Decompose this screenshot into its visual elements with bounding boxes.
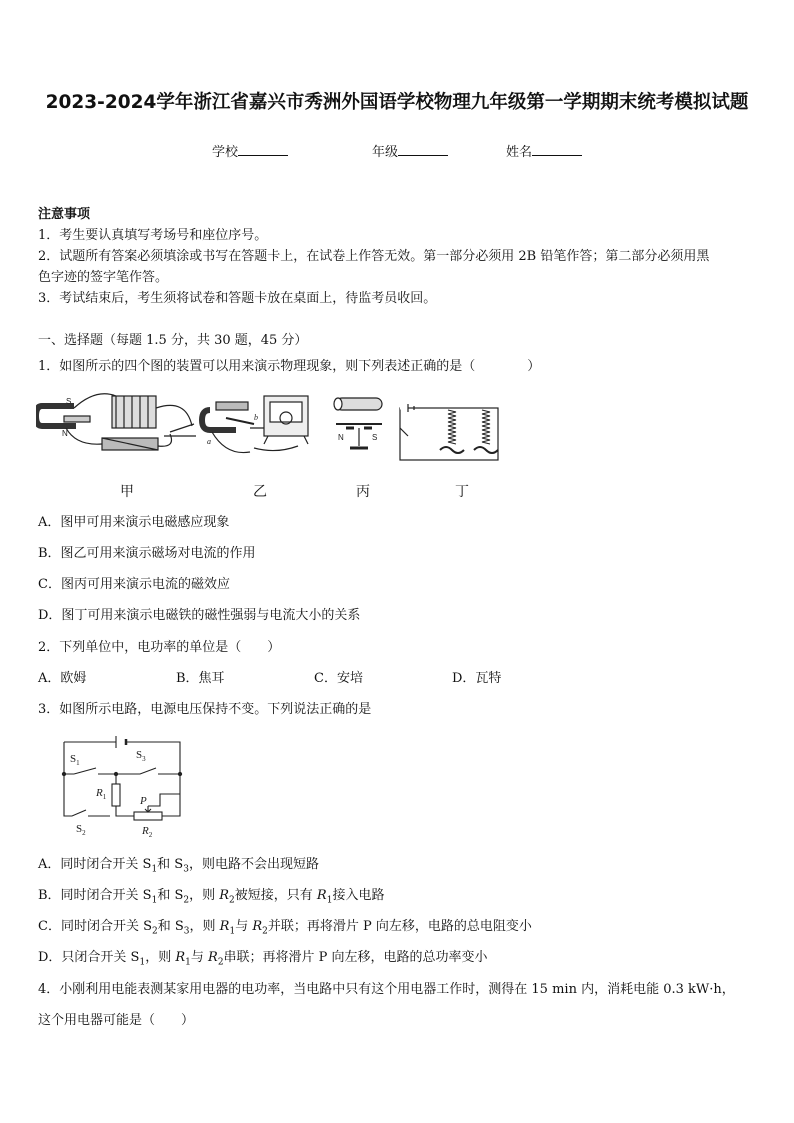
q3-label-s2: $S_2$ xyxy=(76,823,86,837)
school-label: 学校 xyxy=(212,145,239,160)
q3-label-s1: $S_1$ xyxy=(70,753,80,767)
notice-item-2-cont: 色字迹的签字笔作答。 xyxy=(38,270,169,285)
fig-label-ding: 丁 xyxy=(455,484,469,500)
q1-option-b: B．图乙可用来演示磁场对电流的作用 xyxy=(38,546,256,561)
school-field xyxy=(212,141,288,160)
figure-yi-drawing xyxy=(202,396,308,453)
grade-field xyxy=(372,141,448,160)
q2-option-b: B．焦耳 xyxy=(176,671,225,686)
notice-item-2: 2．试题所有答案必须填涂或书写在答题卡上，在试卷上作答无效。第一部分必须用 2B 铅笔作答；第二部分必须用黑 xyxy=(38,249,710,264)
q3-option-a: A．同时闭合开关 $S_1$和 $S_3$，则电路不会出现短路 xyxy=(38,857,319,875)
q1-option-a: A．图甲可用来演示电磁感应现象 xyxy=(38,515,230,530)
q3-circuit-diagram xyxy=(60,730,200,842)
q3-label-r2: $R_2$ xyxy=(142,825,153,839)
q4-stem-line2: 这个用电器可能是（ ） xyxy=(38,1013,195,1028)
notice-item-1: 1．考生要认真填写考场号和座位序号。 xyxy=(38,228,268,243)
q1-option-c: C．图丙可用来演示电流的磁效应 xyxy=(38,577,230,592)
q2-option-c: C．安培 xyxy=(314,671,363,686)
q3-option-d: D．只闭合开关 $S_1$，则 $R_1$与 $R_2$串联；再将滑片 P 向左移，电路的总功率变小 xyxy=(38,950,488,968)
figure-ding-drawing xyxy=(400,404,498,460)
jia-label-s: S xyxy=(66,397,72,406)
q3-label-p: P xyxy=(140,795,147,807)
q3-stem: 3．如图所示电路，电源电压保持不变。下列说法正确的是 xyxy=(38,702,372,717)
section-heading: 一、选择题（每题 1.5 分，共 30 题，45 分） xyxy=(38,333,308,348)
notice-heading: 注意事项 xyxy=(38,207,91,222)
bing-label-s: S xyxy=(372,433,378,442)
q1-option-d: D．图丁可用来演示电磁铁的磁性强弱与电流大小的关系 xyxy=(38,608,361,623)
figure-jia-drawing xyxy=(36,394,196,450)
q3-option-b: B．同时闭合开关 $S_1$和 $S_2$，则 $R_2$被短接，只有 $R_1$接入电路 xyxy=(38,888,385,906)
bing-label-n: N xyxy=(338,433,344,442)
q3-option-c: C．同时闭合开关 $S_2$和 $S_3$，则 $R_1$与 $R_2$并联；再将滑片 P 向左移，电路的总电阻变小 xyxy=(38,919,532,937)
fig-label-jia: 甲 xyxy=(120,484,134,500)
exam-title: 2023-2024学年浙江省嘉兴市秀洲外国语学校物理九年级第一学期期末统考模拟试题 xyxy=(45,92,749,113)
fig-label-bing: 丙 xyxy=(356,484,370,500)
q3-label-s3: $S_3$ xyxy=(136,749,146,763)
notice-item-3: 3．考试结束后，考生须将试卷和答题卡放在桌面上，待监考员收回。 xyxy=(38,291,437,306)
grade-label: 年级 xyxy=(372,145,399,160)
yi-label-a: a xyxy=(207,437,211,446)
q2-stem: 2．下列单位中，电功率的单位是（ ） xyxy=(38,640,281,655)
grade-blank xyxy=(398,143,448,156)
name-field xyxy=(506,141,582,160)
q4-stem-line1: 4．小刚利用电能表测某家用电器的电功率，当电路中只有这个用电器工作时，测得在 15 min 内，消耗电能 0.3 kW·h， xyxy=(38,982,735,997)
q2-option-a: A．欧姆 xyxy=(38,671,87,686)
q2-option-d: D．瓦特 xyxy=(452,671,502,686)
yi-label-b: b xyxy=(254,413,258,422)
q1-stem: 1．如图所示的四个图的装置可以用来演示物理现象，则下列表述正确的是（ ） xyxy=(38,359,541,374)
q1-figures xyxy=(36,388,506,468)
fig-label-yi: 乙 xyxy=(253,484,267,500)
name-blank xyxy=(532,143,582,156)
school-blank xyxy=(238,143,288,156)
q3-label-r1: $R_1$ xyxy=(96,787,107,801)
name-label: 姓名 xyxy=(506,145,533,160)
jia-label-n: N xyxy=(62,429,68,438)
